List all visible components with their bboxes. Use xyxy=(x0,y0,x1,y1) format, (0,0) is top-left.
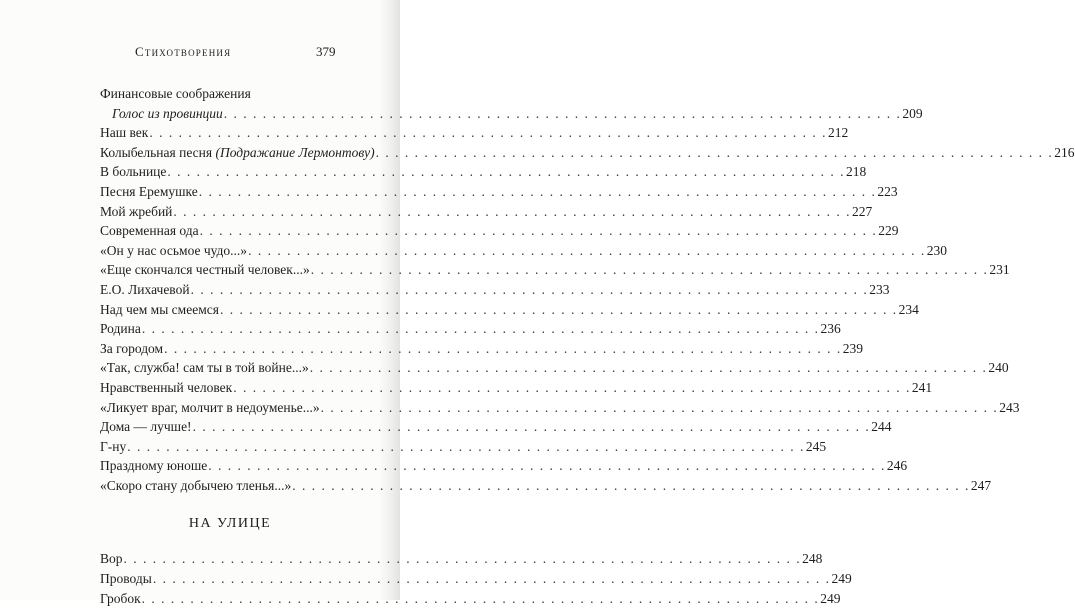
toc-entry-page: 229 xyxy=(878,223,899,239)
toc-entry-label xyxy=(100,260,310,280)
toc-entry-label xyxy=(100,437,126,457)
toc-entry-label xyxy=(100,589,141,608)
toc-entry-label xyxy=(100,143,375,163)
section-heading: НА УЛИЦЕ xyxy=(188,516,272,532)
toc-leader-dots xyxy=(127,437,805,457)
toc-entry-page: 234 xyxy=(898,301,919,317)
toc-entry-page: 223 xyxy=(877,183,898,199)
toc-leader-dots xyxy=(173,202,851,222)
toc-entry xyxy=(100,417,892,437)
toc-entry xyxy=(100,319,841,339)
toc-entry-title: Нравственный человек xyxy=(100,379,233,395)
toc-entry-label xyxy=(100,569,152,589)
toc-entry-label xyxy=(100,476,291,496)
toc-entry-label xyxy=(100,339,163,359)
toc-entry xyxy=(100,260,1010,280)
toc-entry xyxy=(100,398,1020,418)
toc-leader-dots xyxy=(311,260,989,280)
toc-entry xyxy=(100,378,933,398)
toc-entry-label xyxy=(100,221,199,241)
toc-entry-title: Голос из провинции xyxy=(112,105,223,121)
toc-entry-title: За городом xyxy=(100,340,164,356)
toc-leader-dots xyxy=(208,456,886,476)
toc-entry xyxy=(100,476,992,496)
toc-entry-label xyxy=(100,358,309,378)
toc-entry xyxy=(100,569,852,589)
toc-leader-dots xyxy=(124,549,802,569)
page-number: 379 xyxy=(316,44,336,59)
toc-entry-page: 247 xyxy=(970,477,992,493)
toc-entry-title: Г-ну xyxy=(100,438,127,454)
toc-entry-page: 230 xyxy=(926,242,947,258)
toc-entry xyxy=(100,182,898,202)
toc-entry-label xyxy=(100,123,148,143)
toc-entry xyxy=(100,589,841,608)
toc-leader-dots xyxy=(292,476,970,496)
toc-entry xyxy=(100,280,890,300)
running-head xyxy=(0,44,400,64)
toc-entry-label xyxy=(100,202,172,222)
toc-entry-page: 227 xyxy=(852,203,873,219)
toc-entry-label xyxy=(100,378,232,398)
toc-entry-page: 239 xyxy=(842,340,863,356)
running-title: Стихотворения xyxy=(135,44,232,59)
toc-entry-page: 246 xyxy=(886,458,908,474)
toc-entry-page: 233 xyxy=(869,281,890,297)
toc-leader-dots xyxy=(193,417,871,437)
toc-entry-title: Вор xyxy=(100,551,123,567)
toc-entry-title: Над чем мы смеемся xyxy=(100,301,219,317)
toc-section-entries xyxy=(100,549,852,608)
toc-entry-title: «Еще скончался честный человек...» xyxy=(100,262,310,278)
toc-entry-label xyxy=(100,182,198,202)
toc-entry-title: Е.О. Лихачевой xyxy=(100,281,190,297)
toc-entry xyxy=(100,358,1009,378)
toc-leader-dots xyxy=(321,398,999,418)
toc-leader-dots xyxy=(224,104,902,124)
toc-entry-title: Наш век xyxy=(100,125,149,141)
toc-entry xyxy=(100,456,908,476)
toc-entry-page: 236 xyxy=(820,321,841,337)
toc-entry-label xyxy=(100,300,219,320)
toc-entry-title: В больнице xyxy=(100,164,167,180)
toc-group-title-text: Финансовые соображения xyxy=(100,86,251,101)
toc-entry xyxy=(100,339,863,359)
toc-entry-title: Песня Еремушке xyxy=(100,183,198,199)
toc-entry-page: 218 xyxy=(846,164,867,180)
toc-entry-label xyxy=(100,162,166,182)
toc-leader-dots xyxy=(149,123,827,143)
toc-entry-title: «Так, служба! сам ты в той войне...» xyxy=(100,360,309,376)
toc-entries xyxy=(100,123,1075,495)
toc-entry-label xyxy=(100,549,123,569)
toc-entry xyxy=(100,123,849,143)
toc-leader-dots xyxy=(167,162,845,182)
toc-leader-dots xyxy=(310,358,988,378)
toc-entry-title: Праздному юноше xyxy=(100,458,208,474)
toc-leader-dots xyxy=(248,241,926,261)
toc-entry-title: Проводы xyxy=(100,571,152,587)
toc-entry-title: Современная ода xyxy=(100,223,199,239)
toc-entry-label xyxy=(100,280,190,300)
toc-entry-label xyxy=(100,319,141,339)
toc-entry xyxy=(100,143,1075,163)
toc-entry-label xyxy=(100,398,320,418)
toc-sub-entry xyxy=(100,104,923,124)
toc-entry-page: 248 xyxy=(802,551,823,567)
toc-entry-label xyxy=(100,241,247,261)
toc-entry-note: (Подражание Лермонтову) xyxy=(215,144,375,160)
toc-leader-dots xyxy=(191,280,869,300)
toc-leader-dots xyxy=(220,300,898,320)
toc-entry-page: 244 xyxy=(871,419,892,435)
toc-entry-page: 243 xyxy=(999,399,1020,415)
toc-entry-label xyxy=(100,417,192,437)
toc-entry xyxy=(100,202,873,222)
toc-entry-title: «Ликует враг, молчит в недоуменье...» xyxy=(100,399,320,415)
toc-group-title xyxy=(100,84,360,104)
toc-entry-title: Колыбельная песня xyxy=(100,144,213,160)
toc-leader-dots xyxy=(164,339,842,359)
toc-leader-dots xyxy=(142,589,820,608)
toc-entry-title: Дома — лучше! xyxy=(100,419,192,435)
table-of-contents xyxy=(100,84,1075,608)
toc-entry-page: 212 xyxy=(827,125,849,141)
toc-entry xyxy=(100,241,947,261)
toc-leader-dots xyxy=(376,143,1054,163)
toc-entry-title: Мой жребий xyxy=(100,203,173,219)
toc-entry-page: 241 xyxy=(911,379,933,395)
toc-leader-dots xyxy=(142,319,820,339)
toc-entry-page: 249 xyxy=(820,590,841,606)
toc-leader-dots xyxy=(153,569,831,589)
toc-entry xyxy=(100,549,823,569)
toc-entry-title: Гробок xyxy=(100,590,141,606)
toc-entry xyxy=(100,300,919,320)
toc-entry-page: 240 xyxy=(988,360,1009,376)
toc-leader-dots xyxy=(199,182,877,202)
toc-entry xyxy=(100,221,899,241)
toc-entry-page: 249 xyxy=(831,571,852,587)
toc-entry xyxy=(100,162,867,182)
toc-entry-page: 231 xyxy=(989,262,1010,278)
toc-leader-dots xyxy=(233,378,911,398)
toc-entry-page: 209 xyxy=(902,105,923,121)
toc-entry-label xyxy=(100,456,207,476)
toc-entry-title: «Он у нас осьмое чудо...» xyxy=(100,242,248,258)
toc-entry xyxy=(100,437,827,457)
toc-entry-page: 216 xyxy=(1054,144,1075,160)
toc-entry-page: 245 xyxy=(805,438,827,454)
toc-leader-dots xyxy=(200,221,878,241)
toc-entry-title: «Скоро стану добычею тленья...» xyxy=(100,477,292,493)
toc-entry-title: Родина xyxy=(100,321,141,337)
